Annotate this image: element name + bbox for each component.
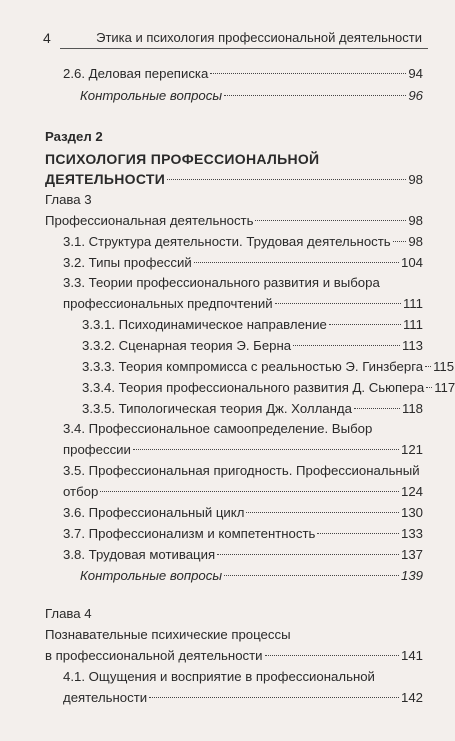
toc-entry: отбор 124: [63, 484, 423, 499]
leader-dots: [224, 95, 406, 96]
toc-entry-line: 3.5. Профессиональная пригодность. Профессиональный: [63, 463, 420, 478]
chapter-label: Глава 4: [45, 606, 92, 621]
toc-entry: 3.6. Профессиональный цикл 130: [63, 505, 423, 520]
leader-dots: [275, 303, 401, 304]
toc-entry: ДЕЯТЕЛЬНОСТИ 98: [45, 171, 423, 187]
toc-entry-line: 3.4. Профессиональное самоопределение. Выбор: [63, 421, 373, 436]
toc-entry-line: Познавательные психические процессы: [45, 627, 291, 642]
leader-dots: [210, 73, 406, 74]
toc-entry: 3.7. Профессионализм и компетентность 133: [63, 526, 423, 541]
toc-entry: профессии 121: [63, 442, 423, 457]
toc-entry: деятельности 142: [63, 690, 423, 705]
leader-dots: [293, 345, 400, 346]
leader-dots: [100, 491, 399, 492]
toc-entry: 3.3.4. Теория профессионального развития Д. Сьюпера 117: [82, 380, 455, 395]
leader-dots: [426, 387, 432, 388]
leader-dots: [133, 449, 399, 450]
leader-dots: [354, 408, 400, 409]
page-header: [0, 0, 450, 50]
toc-entry: 3.3.3. Теория компромисса с реальностью Э. Гинзберга 115: [82, 359, 455, 374]
toc-entry: в профессиональной деятельности 141: [45, 648, 423, 663]
leader-dots: [246, 512, 399, 513]
leader-dots: [255, 220, 406, 221]
leader-dots: [194, 262, 399, 263]
leader-dots: [217, 554, 399, 555]
section-label: Раздел 2: [45, 129, 103, 144]
leader-dots: [329, 324, 401, 325]
section-title-line1: ПСИХОЛОГИЯ ПРОФЕССИОНАЛЬНОЙ: [45, 151, 320, 167]
leader-dots: [265, 655, 399, 656]
toc-entry-line: 3.3. Теории профессионального развития и выбора: [63, 275, 380, 290]
toc-entry: 3.3.5. Типологическая теория Дж. Холланда 118: [82, 401, 423, 416]
leader-dots: [167, 179, 406, 180]
header-rule: [60, 48, 428, 49]
toc-entry: 3.3.1. Психодинамическое направление 111: [82, 317, 423, 332]
toc-entry: Контрольные вопросы 96: [80, 88, 423, 103]
leader-dots: [224, 575, 399, 576]
leader-dots: [425, 366, 431, 367]
leader-dots: [393, 241, 407, 242]
toc-entry: 3.3.2. Сценарная теория Э. Берна 113: [82, 338, 423, 353]
toc-entry: 3.1. Структура деятельности. Трудовая деятельность 98: [63, 234, 423, 249]
toc-entry: Контрольные вопросы 139: [80, 568, 423, 583]
toc-entry: Профессиональная деятельность 98: [45, 213, 423, 228]
running-title: Этика и психология профессиональной деятельности: [96, 30, 422, 45]
page-number: 4: [43, 30, 51, 46]
leader-dots: [149, 697, 399, 698]
toc-entry: 3.8. Трудовая мотивация 137: [63, 547, 423, 562]
toc-entry: 3.2. Типы профессий 104: [63, 255, 423, 270]
toc-entry-line: 4.1. Ощущения и восприятие в профессиональной: [63, 669, 375, 684]
toc-entry: 2.6. Деловая переписка 94: [63, 66, 423, 81]
toc-entry: профессиональных предпочтений 111: [63, 296, 423, 311]
leader-dots: [317, 533, 399, 534]
chapter-label: Глава 3: [45, 192, 92, 207]
